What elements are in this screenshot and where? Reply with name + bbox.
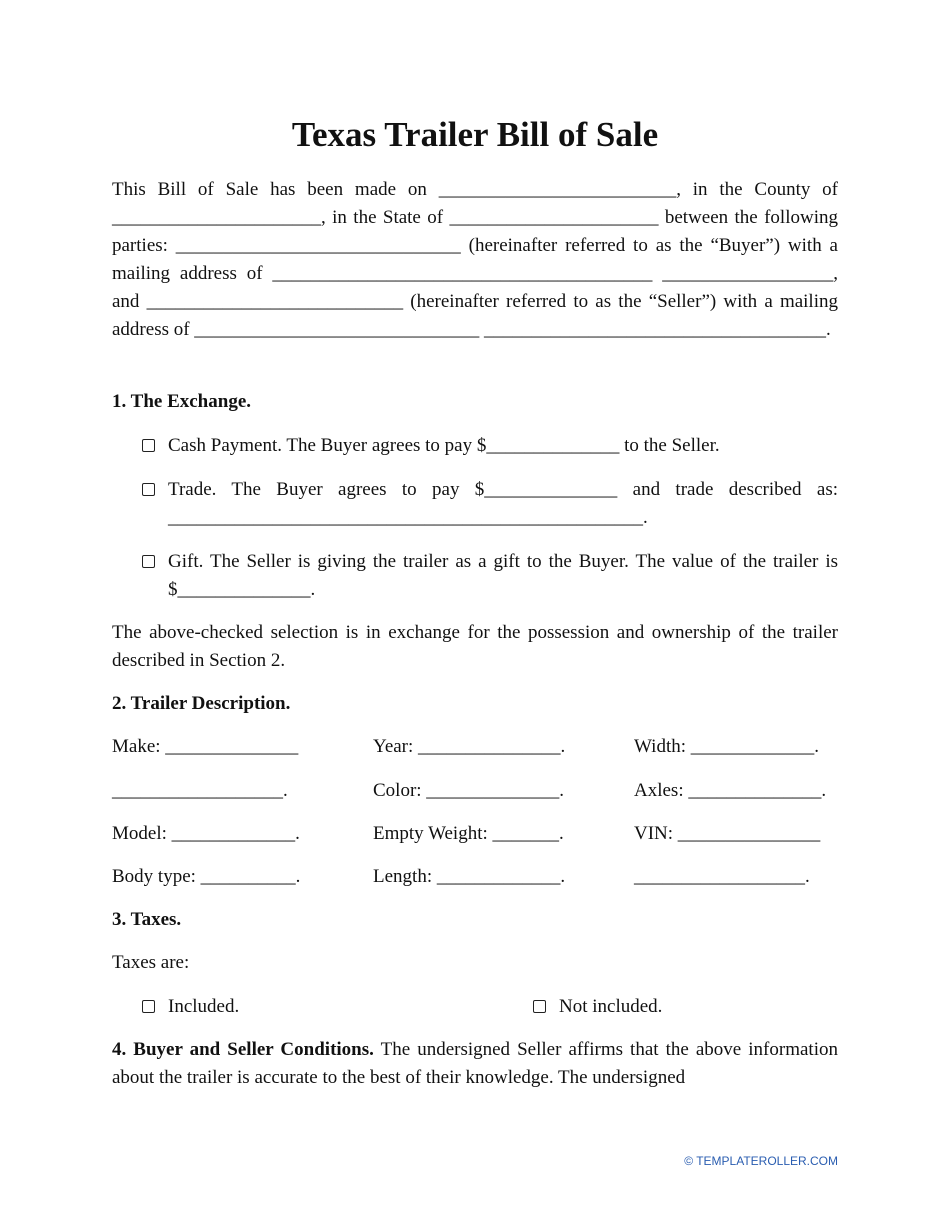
taxes-not-included-checkbox[interactable]: [533, 1000, 546, 1013]
option-taxes-not-included: [533, 993, 833, 1021]
year-field: Year: _______________.: [373, 736, 566, 757]
trade-text: Trade. The Buyer agrees to pay $______________ and trade described as: __________________________________________________.: [168, 479, 838, 528]
cash-payment-checkbox[interactable]: [142, 439, 155, 452]
section-4-text: The undersigned Seller affirms that the above information about the trailer is accurate to the best of their knowledge. The undersigned: [112, 1039, 838, 1088]
axles-field: Axles: ______________.: [634, 780, 827, 801]
option-taxes-included: [142, 993, 442, 1021]
exchange-closing-paragraph: The above-checked selection is in exchange for the possession and ownership of the trailer described in Section 2.: [112, 622, 838, 671]
option-cash-payment: [142, 432, 838, 460]
intro-paragraph: This Bill of Sale has been made on _________________________, in the County of ______________________, in the State of ______________________ between the following parties: ______________________________ (hereinafter referred to as the “Buyer”) with a mailing address of ________________________________________ __________________, and ___________________________ (hereinafter referred to as the “Seller”) with a mailing address of ______________________________ ____________________________________.: [112, 179, 838, 340]
section-1-heading: 1. The Exchange.: [112, 391, 252, 412]
length-field: Length: _____________.: [373, 866, 566, 887]
document-title: Texas Trailer Bill of Sale: [291, 115, 659, 154]
gift-checkbox[interactable]: [142, 555, 155, 568]
empty-weight-field: Empty Weight: _______.: [373, 823, 564, 844]
vin-continuation-field: __________________.: [634, 866, 810, 887]
section-4-paragraph: [112, 1036, 838, 1092]
option-trade: [142, 476, 838, 532]
body-type-field: Body type: __________.: [112, 866, 301, 887]
cash-payment-text: Cash Payment. The Buyer agrees to pay $______________ to the Seller.: [168, 435, 720, 456]
taxes-label: Taxes are:: [112, 952, 190, 973]
color-field: Color: ______________.: [373, 780, 565, 801]
section-3-heading: 3. Taxes.: [112, 909, 182, 930]
section-4-heading: 4. Buyer and Seller Conditions.: [112, 1039, 374, 1060]
taxes-included-text: Included.: [168, 996, 240, 1017]
section-2-heading: 2. Trailer Description.: [112, 693, 291, 714]
model-field: Model: _____________.: [112, 823, 300, 844]
trade-checkbox[interactable]: [142, 483, 155, 496]
width-field: Width: _____________.: [634, 736, 820, 757]
make-continuation-field: __________________.: [112, 780, 288, 801]
taxes-not-included-text: Not included.: [559, 996, 663, 1017]
option-gift: [142, 548, 838, 604]
taxes-included-checkbox[interactable]: [142, 1000, 155, 1013]
footer-link[interactable]: © TEMPLATEROLLER.COM: [684, 1154, 838, 1168]
gift-text: Gift. The Seller is giving the trailer as a gift to the Buyer. The value of the trailer is $______________.: [168, 551, 838, 600]
vin-field: VIN: _______________: [634, 823, 821, 844]
make-field: Make: ______________: [112, 736, 299, 757]
